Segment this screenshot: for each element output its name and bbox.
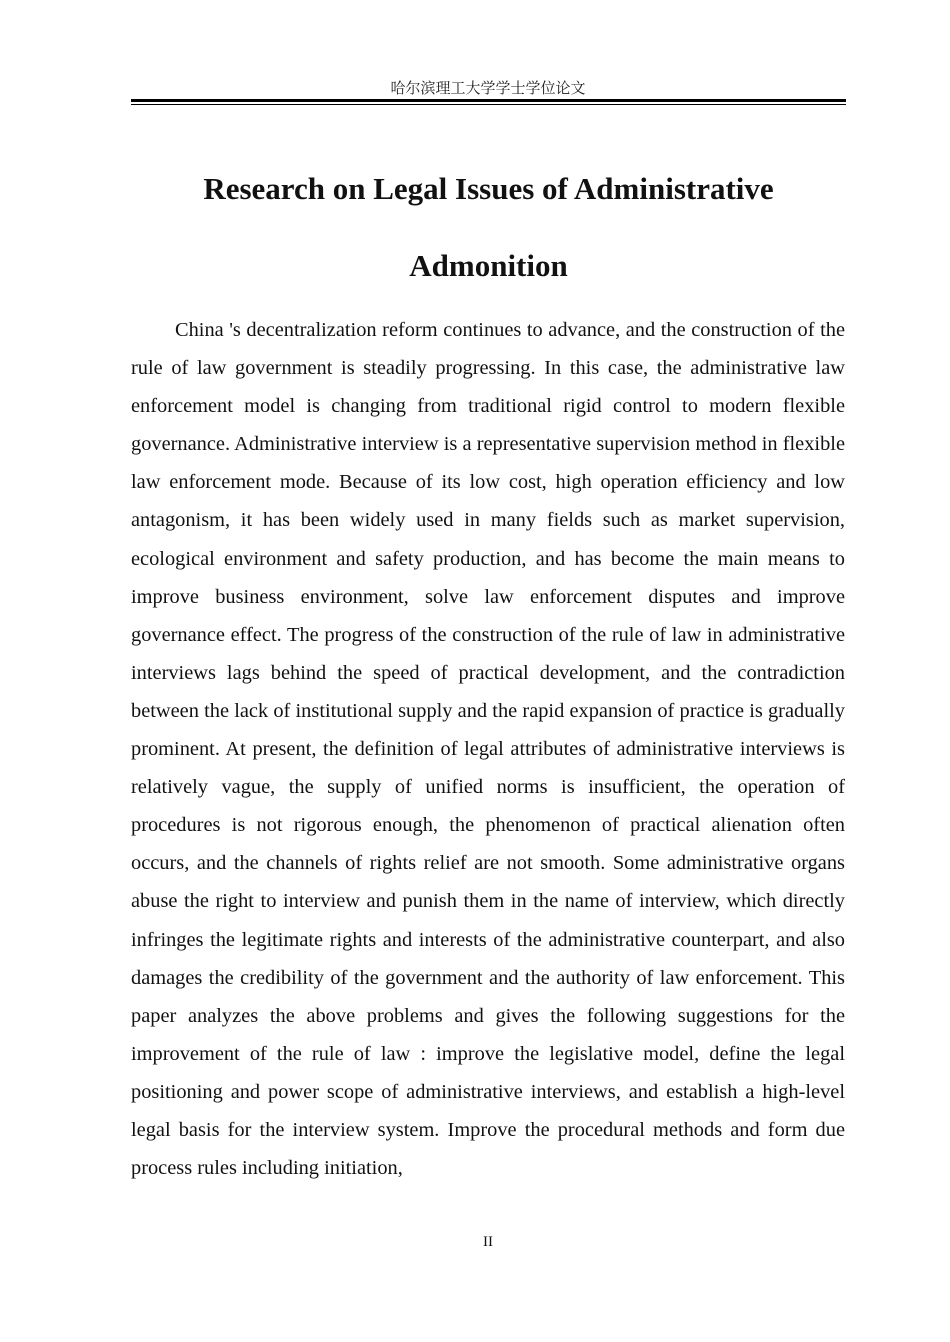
page-number: II bbox=[483, 1234, 493, 1250]
header-rule-thin bbox=[131, 104, 846, 105]
abstract-paragraph: China 's decentralization reform continues to advance, and the construction of the rule of law government is steadily progressing. In this case, the administrative law enforcement model is changing from traditional rigid control to modern flexible governance. Administrative interview is a representative supervision method in flexible law enforcement mode. Because of its low cost, high operation efficiency and low antagonism, it has been widely used in many fields such as market supervision, ecological environment and safety production, and has become the main means to improve business environment, solve law enforcement disputes and improve governance effect. The progress of the construction of the rule of law in administrative interviews lags behind the speed of practical development, and the contradiction between the lack of institutional supply and the rapid expansion of practice is gradually prominent. At present, the definition of legal attributes of administrative interviews is relatively vague, the supply of unified norms is insufficient, the operation of procedures is not rigorous enough, the phenomenon of practical alienation often occurs, and the channels of rights relief are not smooth. Some administrative organs abuse the right to interview and punish them in the name of interview, which directly infringes the legitimate rights and interests of the administrative counterpart, and also damages the credibility of the government and the authority of law enforcement. This paper analyzes the above problems and gives the following suggestions for the improvement of the rule of law : improve the legislative model, define the legal positioning and power scope of administrative interviews, and establish a high-level legal basis for the interview system. Improve the procedural methods and form due process rules including initiation, bbox=[131, 319, 845, 1180]
running-header: 哈尔滨理工大学学士学位论文 bbox=[390, 79, 586, 97]
header-rule-thick bbox=[131, 99, 846, 102]
document-title: Research on Legal Issues of Administrative Admonition bbox=[203, 171, 774, 283]
